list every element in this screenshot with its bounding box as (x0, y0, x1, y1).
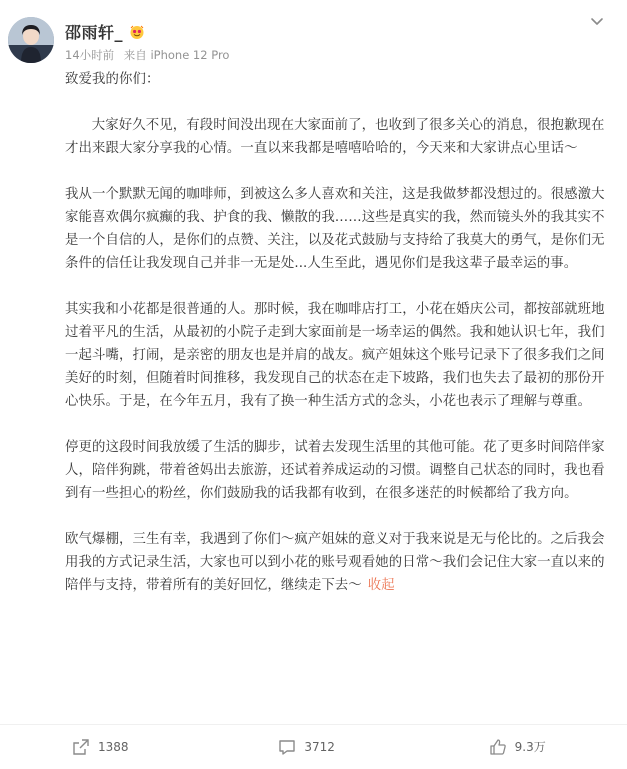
thumbs-up-icon (489, 738, 507, 756)
author-name[interactable]: 邵雨轩_ (65, 23, 124, 42)
post-greeting: 致爱我的你们： (65, 72, 160, 87)
like-button[interactable] (417, 738, 627, 756)
avatar[interactable] (8, 17, 54, 63)
emoji-face-icon (129, 24, 145, 40)
share-count: 1388 (98, 739, 129, 754)
collapse-link[interactable]: 收起 (367, 578, 395, 593)
share-button[interactable] (0, 738, 210, 756)
post-paragraph-5-text: 欧气爆棚，三生有幸，我遇到了你们～疯产姐妹的意义对于我来说是无与伦比的。之后我会用我的方式记录生活，大家也可以到小花的账号观看她的日常～我们会记住大家一直以来的陪伴与支持，带着所有的美好回忆，继续走下去～ (65, 532, 605, 593)
post-header (0, 0, 627, 70)
author-name-row (65, 20, 145, 43)
post-actions-bar (0, 724, 627, 769)
post-source: 来自 iPhone 12 Pro (123, 48, 230, 62)
post-meta (65, 47, 235, 63)
share-icon (72, 738, 90, 756)
post-paragraph-1: 大家好久不见，有段时间没出现在大家面前了，也收到了很多关心的消息，很抱歉现在才出来跟大家分享我的心情。一直以来我都是嘻嘻哈哈的，今天来和大家讲点心里话～ (65, 118, 605, 156)
post-body (65, 68, 613, 597)
post-time[interactable]: 14小时前 (65, 48, 115, 62)
post-paragraph-2: 我从一个默默无闻的咖啡师，到被这么多人喜欢和关注，这是我做梦都没想过的。很感激大家能喜欢偶尔疯癫的我、护食的我、懒散的我……这些是真实的我，然而镜头外的我其实不是一个自信的人，是你们的点赞、关注，以及花式鼓励与支持给了我莫大的勇气，是你们无条件的信任让我发现自己并非一无是处...人生至此，遇见你们是我这辈子最幸运的事。 (65, 187, 605, 271)
like-count: 9.3万 (514, 740, 546, 754)
comment-count: 3712 (304, 739, 335, 754)
comment-icon (278, 738, 296, 756)
post-paragraph-3: 其实我和小花都是很普通的人。那时候，我在咖啡店打工，小花在婚庆公司，都按部就班地过着平凡的生活，从最初的小院子走到大家面前是一场幸运的偶然。我和她认识七年，我们一起斗嘴，打闹，是亲密的朋友也是并肩的战友。疯产姐妹这个账号记录下了很多我们之间美好的时刻，但随着时间推移，我发现自己的状态在走下坡路，我们也失去了最初的那份开心快乐。于是，在今年五月，我有了换一种生活方式的念头，小花也表示了理解与尊重。 (65, 302, 605, 409)
post-paragraph-4: 停更的这段时间我放缓了生活的脚步，试着去发现生活里的其他可能。花了更多时间陪伴家人，陪伴狗跳，带着爸妈出去旅游，还试着养成运动的习惯。调整自己状态的同时，我也看到有一些担心的粉丝，你们鼓励我的话我都有收到，在很多迷茫的时候都给了我方向。 (65, 440, 605, 501)
comment-button[interactable] (210, 738, 416, 756)
chevron-down-icon[interactable] (587, 12, 607, 32)
post-paragraph-5 (65, 528, 613, 597)
avatar-image (8, 17, 54, 63)
